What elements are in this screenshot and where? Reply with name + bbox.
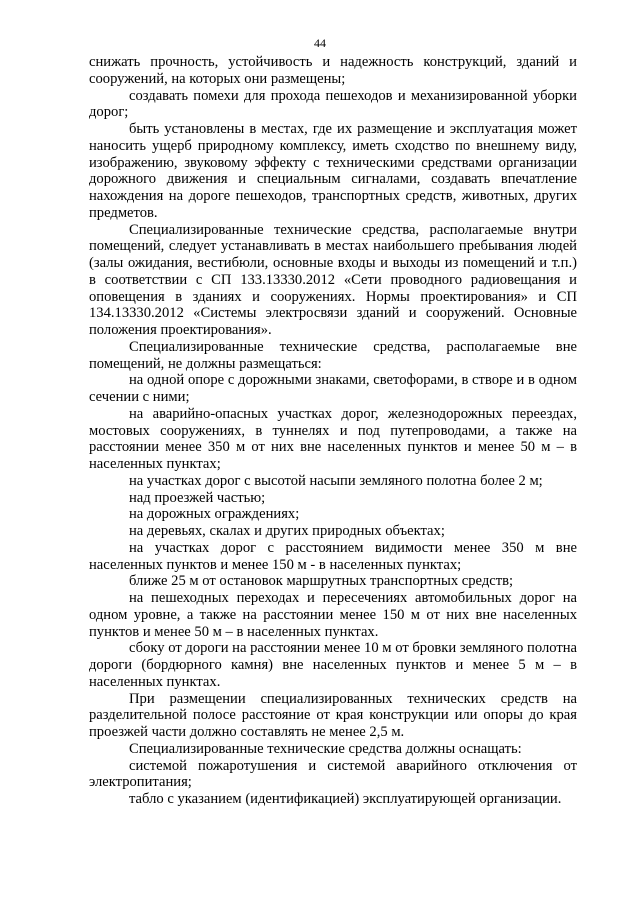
paragraph: системой пожаротушения и системой аварийного отключения от электропитания; [89, 757, 577, 791]
paragraph: Специализированные технические средства, располагаемые вне помещений, не должны размещаться: [89, 338, 577, 372]
paragraph: на пешеходных переходах и пересечениях автомобильных дорог на одном уровне, а также на расстоянии менее 150 м от них вне населенных пунктов и менее 50 м – в населенных пунктах. [89, 590, 577, 640]
paragraph: на участках дорог с расстоянием видимости менее 350 м вне населенных пунктов и менее 150 м - в населенных пунктах; [89, 539, 577, 573]
paragraph: на участках дорог с высотой насыпи земляного полотна более 2 м; [129, 472, 543, 489]
paragraph: табло с указанием (идентификацией) эксплуатирующей организации. [129, 791, 562, 807]
paragraph: ближе 25 м от остановок маршрутных транспортных средств; [129, 573, 514, 590]
paragraph: быть установлены в местах, где их размещение и эксплуатация может наносить ущерб природному комплексу, иметь сходство по внешнему виду, изображению, звуковому эффекту с техническими средствами организации дорожного движения и специальным сигналами, создавать впечатление нахождения на дороге пешеходов, транспортных средств, животных, других предметов. [89, 121, 577, 221]
paragraph: над проезжей частью; [129, 489, 266, 506]
paragraph: на деревьях, скалах и других природных объектах; [129, 523, 445, 539]
paragraph: сбоку от дороги на расстоянии менее 10 м от бровки земляного полотна дороги (бордюрного камня) вне населенных пунктов и менее 5 м – в населенных пунктах. [89, 640, 577, 690]
body-text [89, 54, 577, 808]
paragraph: При размещении специализированных технических средств на разделительной полосе расстояние от края конструкции или опоры до края проезжей части должно составлять не менее 2,5 м. [89, 690, 577, 740]
paragraph: Специализированные технические средства должны оснащать: [129, 740, 522, 757]
paragraph: на аварийно-опасных участках дорог, железнодорожных переездах, мостовых сооружениях, в туннелях и под путепроводами, а также на расстоянии менее 350 м от них вне населенных пунктов и менее 50 м – в населенных пунктах; [89, 405, 577, 472]
paragraph: создавать помехи для прохода пешеходов и механизированной уборки дорог; [89, 87, 577, 121]
paragraph: на одной опоре с дорожными знаками, светофорами, в створе и в одном сечении с ними; [89, 372, 577, 405]
paragraph: Специализированные технические средства, располагаемые внутри помещений, следует устанавливать в местах наибольшего пребывания людей (залы ожидания, вестибюли, основные входы и выходы из помещений и т.п.) в соответствии с СП 133.13330.2012 «Сети проводного радиовещания и оповещения в зданиях и сооружениях. Нормы проектирования» и СП 134.13330.2012 «Системы электросвязи зданий и сооружений. Основные положения проектирования». [89, 221, 577, 338]
paragraph: на дорожных ограждениях; [129, 506, 300, 523]
paragraph: снижать прочность, устойчивость и надежность конструкций, зданий и сооружений, на которых они размещены; [89, 54, 577, 87]
page-number: 44 [314, 36, 326, 50]
